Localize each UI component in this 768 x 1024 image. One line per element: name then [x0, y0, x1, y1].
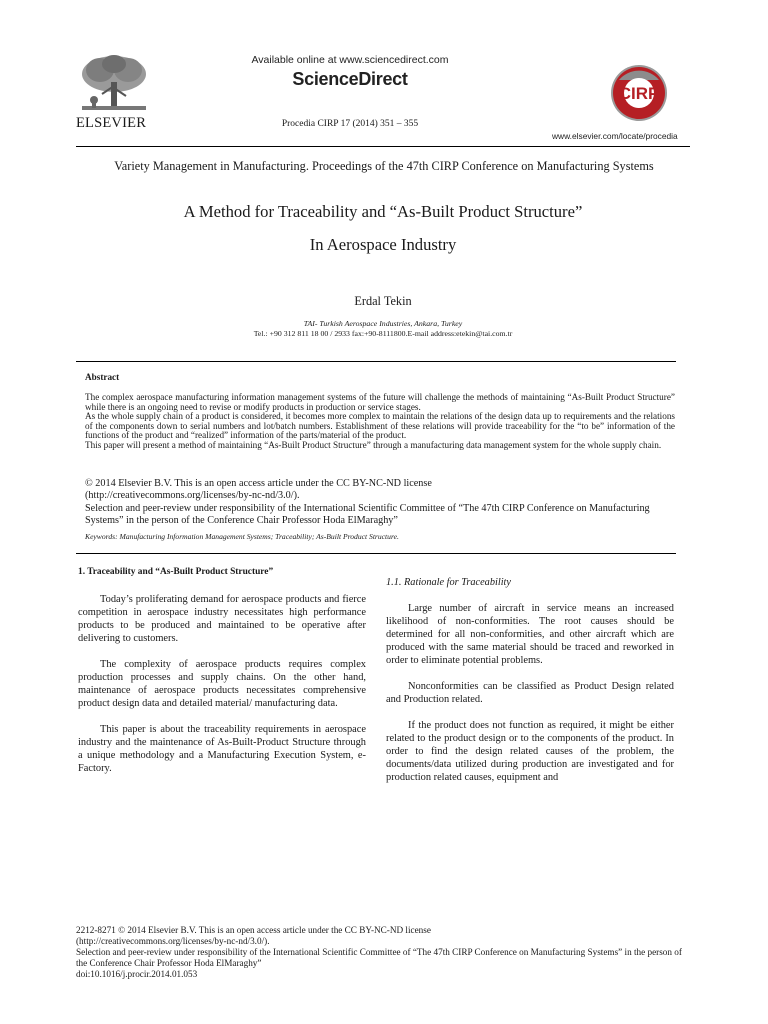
- abstract-license: [85, 478, 675, 528]
- license-text: © 2014 Elsevier B.V. This is an open access article under the CC BY-NC-ND license: [85, 478, 432, 489]
- abstract-paragraph: The complex aerospace manufacturing information management systems of the future will challenge the methods of maintaining “As-Built Product Structure” while there is an ongoing need to revise or modify products in production or service stages.: [85, 392, 675, 412]
- paper-title-line1: A Method for Traceability and “As-Built Product Structure”: [183, 202, 583, 221]
- body-paragraph: This paper is about the traceability requirements in aerospace industry and the maintenance of As-Built-Product Structure through a unique methodology and a Manufacturing Execution System, e-Factory.: [78, 724, 366, 774]
- footer-license: 2212-8271 © 2014 Elsevier B.V. This is an open access article under the CC BY-NC-ND license: [76, 925, 431, 935]
- author-name: Erdal Tekin: [354, 294, 412, 308]
- publisher-name: ELSEVIER: [76, 115, 147, 131]
- footer-license-link[interactable]: (http://creativecommons.org/licenses/by-nc-nd/3.0/).: [76, 935, 270, 946]
- abstract-paragraph: This paper will present a method of maintaining “As-Built Product Structure” through a manufacturing data management system for the whole supply chain.: [85, 439, 662, 450]
- right-column: [386, 577, 674, 797]
- body-paragraph: Nonconformities can be classified as Product Design related and Production related.: [386, 681, 674, 705]
- author-contact: Tel.: +90 312 811 18 00 / 2933 fax:+90-8111800.E-mail address:etekin@tai.com.tr: [253, 329, 513, 338]
- abstract-body: [85, 393, 675, 451]
- journal-url-link[interactable]: www.elsevier.com/locate/procedia: [552, 131, 678, 141]
- section-heading: 1. Traceability and “As-Built Product Structure”: [78, 567, 274, 577]
- sciencedirect-brand: ScienceDirect: [292, 69, 408, 89]
- abstract-heading: Abstract: [85, 372, 120, 382]
- footer: [76, 925, 688, 980]
- abstract-paragraph: As the whole supply chain of a product is considered, it becomes more complex to maintain the relations of the design data up to requirements and the relations of the components down to serial numbers and lot/batch numbers. Establishment of these relations will provide traceability for the “to be” information of the functions of the product and “realized” information of the parts/material of the product.: [85, 411, 675, 441]
- abstract-top-rule: [76, 361, 676, 362]
- elsevier-logo: [76, 52, 152, 132]
- footer-peer-review: Selection and peer-review under responsibility of the International Scientific Committee of “The 47th CIRP Conference on Manufacturing Systems” in the person of the Conference Chair Professor Hoda ElMaraghy”: [76, 946, 682, 968]
- abstract-bottom-rule: [76, 553, 676, 554]
- conference-line: Variety Management in Manufacturing. Proceedings of the 47th CIRP Conference on Manufacturing Systems: [114, 159, 654, 173]
- header-divider: [76, 146, 690, 147]
- body-paragraph: Today’s proliferating demand for aerospace products and fierce competition in aerospace industry necessitates high performance products to be produced and maintained to be operative after delivering to customers.: [78, 594, 366, 644]
- cirp-logo-text: CIRP: [618, 84, 660, 103]
- paper-title-line2: In Aerospace Industry: [309, 235, 457, 254]
- left-column: [78, 567, 366, 788]
- body-paragraph: The complexity of aerospace products requires complex production processes and supply chains. On the other hand, maintenance of aerospace products necessitates comprehensive product design data and detailed material/ manufacturing data.: [78, 659, 366, 709]
- license-link[interactable]: (http://creativecommons.org/licenses/by-nc-nd/3.0/).: [85, 490, 300, 502]
- keywords: Keywords: Manufacturing Information Management Systems; Traceability; As-Built Product Structure.: [85, 532, 399, 541]
- body-paragraph: If the product does not function as required, it might be either related to the product design or to the components of the product. In order to find the design related causes of the problem, the documents/data utilized during production are investigated and for production related causes, equipment and: [386, 720, 674, 783]
- peer-review-text: Selection and peer-review under responsibility of the International Scientific Committee of “The 47th CIRP Conference on Manufacturing Systems” in the person of the Conference Chair Professor Hoda ElMaraghy”: [85, 502, 650, 527]
- journal-reference: Procedia CIRP 17 (2014) 351 – 355: [281, 119, 419, 129]
- subsection-heading: 1.1. Rationale for Traceability: [386, 577, 511, 588]
- footer-doi[interactable]: doi:10.1016/j.procir.2014.01.053: [76, 968, 198, 979]
- author-affiliation: TAI- Turkish Aerospace Industries, Ankara, Turkey: [303, 319, 463, 328]
- cirp-logo: [604, 62, 674, 124]
- body-paragraph: Large number of aircraft in service means an increased likelihood of non-conformities. The root causes should be determined for all non-conformities, and other aircraft which are produced with the same material should be traced and reworked in order to eliminate potential problems.: [386, 603, 674, 666]
- elsevier-tree-icon: [76, 52, 152, 116]
- available-online-text: Available online at www.sciencedirect.com: [251, 54, 449, 66]
